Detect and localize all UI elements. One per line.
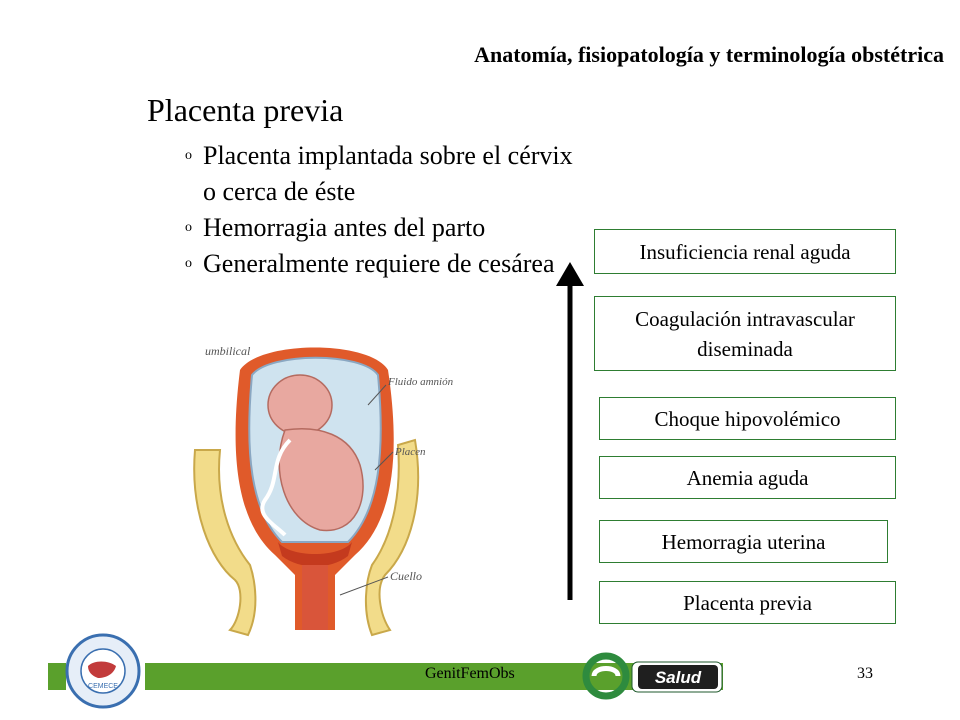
bullet-item xyxy=(185,138,585,210)
bullet-item xyxy=(185,210,585,246)
bullet-marker: o xyxy=(185,148,192,163)
box-insuficiencia-renal: Insuficiencia renal aguda xyxy=(594,229,896,274)
progression-arrow xyxy=(550,262,590,602)
fetus-head xyxy=(268,375,332,435)
slide-title: Placenta previa xyxy=(147,92,344,128)
label-cervix: Cuello xyxy=(390,569,422,583)
bullet-marker: o xyxy=(185,256,192,271)
bullet-text: Generalmente requiere de cesárea xyxy=(203,249,555,278)
label-umbilical: umbilical xyxy=(205,344,251,358)
bullet-list xyxy=(185,138,585,282)
cemece-logo-text: CEMECE xyxy=(88,683,118,690)
label-fluid: Fluido amnión xyxy=(388,376,454,388)
footer-text: GenitFemObs xyxy=(425,665,515,682)
placenta-previa-illustration xyxy=(190,330,454,640)
box-coagulacion-intravascular: Coagulación intravascular diseminada xyxy=(594,296,896,371)
box-choque-hipovolemico: Choque hipovolémico xyxy=(599,397,896,440)
box-hemorragia-uterina: Hemorragia uterina xyxy=(599,520,888,563)
bullet-marker: o xyxy=(185,220,192,235)
box-placenta-previa: Placenta previa xyxy=(599,581,896,624)
salud-logo-text: Salud xyxy=(654,668,702,687)
cemece-logo xyxy=(64,632,142,710)
page-number: 33 xyxy=(857,665,873,682)
salud-logo-swirl-inner xyxy=(594,669,618,677)
arrow-head xyxy=(556,262,584,286)
bullet-text: Placenta implantada sobre el cérvix o cerca de éste xyxy=(203,141,573,206)
salud-logo xyxy=(580,652,725,700)
label-placenta: Placen xyxy=(395,446,426,458)
bullet-item xyxy=(185,246,585,282)
box-anemia-aguda: Anemia aguda xyxy=(599,456,896,499)
header-title: Anatomía, fisiopatología y terminología obstétrica xyxy=(474,42,944,67)
cervix xyxy=(302,565,328,630)
bullet-text: Hemorragia antes del parto xyxy=(203,213,486,242)
